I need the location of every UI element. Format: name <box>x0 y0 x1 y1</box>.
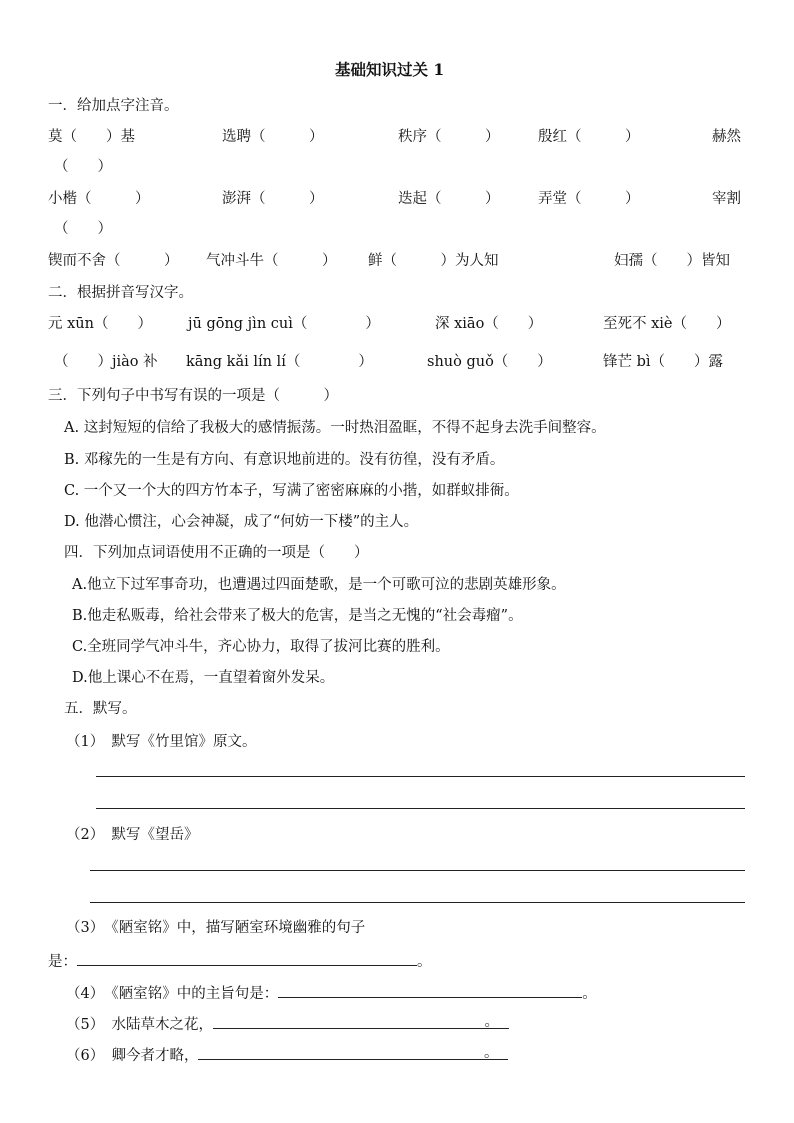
period-mark: 。 <box>484 1014 499 1030</box>
s2-item: shuò guǒ（ ） <box>427 354 552 370</box>
s5-q2-label: （2） 默写《望岳》 <box>66 827 199 843</box>
s4-option-d: D.他上课心不在焉，一直望着窗外发呆。 <box>72 670 335 686</box>
s1-item-wrap: （ ） <box>54 159 112 175</box>
s3-option-b: B. 邓稼先的一生是有方向、有意识地前进的。没有彷徨，没有矛盾。 <box>64 452 505 468</box>
s1-item: 宰割 <box>712 191 741 207</box>
section-1-heading: 一．给加点字注音。 <box>48 98 179 114</box>
s5-q6-label: （6） 卿今者才略， <box>66 1048 199 1064</box>
s3-option-c: C. 一个又一个大的四方竹本子，写满了密密麻麻的小揩，如群蚁排衙。 <box>64 483 519 499</box>
s1-item: 莫（ ）基 <box>48 129 135 145</box>
section-2-heading: 二．根据拼音写汉字。 <box>48 285 193 301</box>
s5-q1-label: （1） 默写《竹里馆》原文。 <box>66 734 257 750</box>
s5-q3-answer-row <box>48 949 432 972</box>
s1-item: 迭起（ ） <box>398 191 500 207</box>
period-mark: 。 <box>582 986 597 1002</box>
s1-item: 选聘（ ） <box>222 129 324 145</box>
s1-item: 妇孺（ ）皆知 <box>614 253 730 269</box>
s1-item: 赫然 <box>712 129 741 145</box>
page-title: 基础知识过关 1 <box>335 60 445 79</box>
fill-blank[interactable] <box>77 949 417 966</box>
period-mark: 。 <box>417 954 432 970</box>
s3-option-a: A. 这封短短的信给了我极大的感情振荡。一时热泪盈眶，不得不起身去洗手间整容。 <box>64 420 606 436</box>
s2-item: 元 xūn（ ） <box>48 316 152 332</box>
answer-line[interactable] <box>90 870 745 871</box>
s1-item: 鲜（ ）为人知 <box>368 253 499 269</box>
s3-option-d: D. 他潜心惯注，心会神凝，成了“何妨一下楼”的主人。 <box>64 514 419 530</box>
s2-item: 锋芒 bì（ ）露 <box>603 354 724 370</box>
s1-item: 小楷（ ） <box>48 191 150 207</box>
s2-item: 至死不 xiè（ ） <box>603 316 731 332</box>
s2-item: kāng kǎi lín lí（ ） <box>186 354 373 370</box>
fill-blank[interactable] <box>213 1012 509 1029</box>
s5-q5-label: （5） 水陆草木之花， <box>66 1017 213 1033</box>
s1-item: 秩序（ ） <box>398 129 500 145</box>
period-mark: 。 <box>483 1045 499 1061</box>
s2-item: （ ）jiào 补 <box>54 354 158 370</box>
s5-q5-row <box>66 1012 509 1035</box>
answer-line[interactable] <box>96 776 745 777</box>
s5-q3-label: （3） 《陋室铭》中，描写陋室环境幽雅的句子 <box>66 920 366 936</box>
s1-item: 澎湃（ ） <box>222 191 324 207</box>
s5-q6-row <box>66 1043 508 1066</box>
s5-q4-label: （4） 《陋室铭》中的主旨句是： <box>66 986 279 1002</box>
fill-blank[interactable] <box>278 981 582 998</box>
section-3-heading: 三．下列句子中书写有误的一项是（ ） <box>48 388 338 404</box>
s1-item: 气冲斗牛（ ） <box>206 253 337 269</box>
s2-item: 深 xiāo（ ） <box>435 316 543 332</box>
s1-item-wrap: （ ） <box>54 221 112 237</box>
s4-option-c: C.全班同学气冲斗牛，齐心协力，取得了拔河比赛的胜利。 <box>72 639 450 655</box>
section-5-heading: 五．默写。 <box>64 701 137 717</box>
fill-blank[interactable] <box>198 1043 508 1060</box>
answer-line[interactable] <box>90 902 745 903</box>
s1-item: 弄堂（ ） <box>538 191 640 207</box>
s5-q4-row <box>66 981 597 1004</box>
section-4-heading: 四．下列加点词语使用不正确的一项是（ ） <box>64 545 369 561</box>
s1-item: 殷红（ ） <box>538 129 640 145</box>
s2-item: jū gōng jìn cuì（ ） <box>188 316 380 332</box>
s4-option-a: A.他立下过军事奇功，也遭遇过四面楚歌，是一个可歌可泣的悲剧英雄形象。 <box>72 577 566 593</box>
s4-option-b: B.他走私贩毒，给社会带来了极大的危害，是当之无愧的“社会毒瘤”。 <box>72 608 523 624</box>
s1-item: 锲而不舍（ ） <box>48 253 179 269</box>
answer-line[interactable] <box>96 808 745 809</box>
s5-q3-prefix: 是： <box>48 954 77 970</box>
